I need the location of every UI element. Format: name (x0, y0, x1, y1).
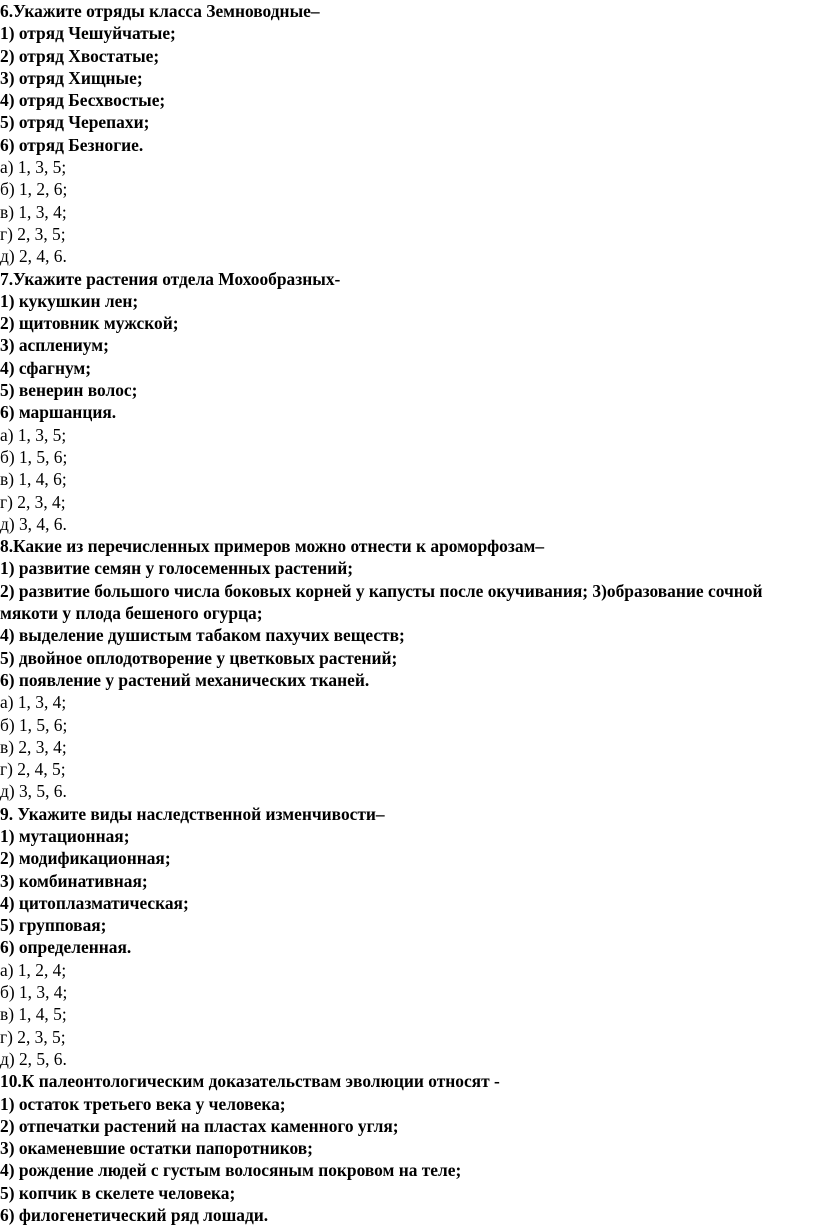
answer-choice: в) 1, 4, 6; (0, 469, 67, 490)
question-option: 2) развитие большого числа боковых корней у капусты после окучивания; 3)образование сочной мякоти у плода бешеного огурца; (0, 580, 763, 624)
question-option: 2) отряд Хвостатые; (0, 45, 160, 66)
answer-choice: а) 1, 2, 4; (0, 959, 67, 980)
question-option: 2) модификационная; (0, 848, 171, 869)
question-option: 4) отряд Бесхвостые; (0, 90, 166, 111)
question-8 (0, 535, 802, 803)
answer-choice: г) 2, 3, 4; (0, 491, 66, 512)
answer-choice: д) 2, 5, 6. (0, 1048, 67, 1069)
question-option: 2) отпечатки растений на пластах каменного угля; (0, 1115, 399, 1136)
question-option: 5) двойное оплодотворение у цветковых растений; (0, 647, 398, 668)
answer-choice: в) 1, 4, 5; (0, 1004, 67, 1025)
question-option: 1) отряд Чешуйчатые; (0, 23, 176, 44)
question-6 (0, 0, 802, 268)
question-title: 9. Укажите виды наследственной изменчивости– (0, 803, 385, 824)
question-option: 6) отряд Безногие. (0, 134, 144, 155)
answer-choice: д) 3, 5, 6. (0, 781, 67, 802)
question-option: 5) отряд Черепахи; (0, 112, 150, 133)
question-option: 4) выделение душистым табаком пахучих веществ; (0, 625, 405, 646)
question-option: 1) мутационная; (0, 825, 130, 846)
answer-choice: а) 1, 3, 5; (0, 157, 67, 178)
question-option: 5) групповая; (0, 915, 107, 936)
question-option: 6) маршанция. (0, 402, 117, 423)
question-option: 1) кукушкин лен; (0, 290, 139, 311)
question-option: 3) комбинативная; (0, 870, 148, 891)
answer-choice: б) 1, 3, 4; (0, 982, 68, 1003)
answer-choice: а) 1, 3, 5; (0, 424, 67, 445)
question-option: 4) рождение людей с густым волосяным покровом на теле; (0, 1160, 462, 1181)
answer-choice: г) 2, 3, 5; (0, 1026, 66, 1047)
answer-choice: б) 1, 5, 6; (0, 714, 68, 735)
question-option: 4) цитоплазматическая; (0, 892, 189, 913)
answer-choice: г) 2, 4, 5; (0, 759, 66, 780)
question-option: 3) асплениум; (0, 335, 109, 356)
question-option: 3) отряд Хищные; (0, 67, 143, 88)
question-title: 8.Какие из перечисленных примеров можно отнести к ароморфозам– (0, 536, 545, 557)
question-option: 6) определенная. (0, 937, 132, 958)
question-7 (0, 268, 802, 536)
question-option: 6) появление у растений механических тканей. (0, 669, 370, 690)
question-option: 2) щитовник мужской; (0, 313, 179, 334)
question-10 (0, 1070, 802, 1226)
question-title: 6.Укажите отряды класса Земноводные– (0, 1, 320, 21)
answer-choice: д) 2, 4, 6. (0, 246, 67, 267)
question-9 (0, 803, 802, 1071)
question-title: 10.К палеонтологическим доказательствам эволюции относят - (0, 1071, 500, 1092)
question-option: 5) копчик в скелете человека; (0, 1182, 236, 1203)
answer-choice: б) 1, 5, 6; (0, 446, 68, 467)
answer-choice: д) 3, 4, 6. (0, 513, 67, 534)
question-option: 6) филогенетический ряд лошади. (0, 1205, 269, 1226)
question-option: 1) остаток третьего века у человека; (0, 1093, 286, 1114)
answer-choice: а) 1, 3, 4; (0, 692, 67, 713)
question-option: 3) окаменевшие остатки папоротников; (0, 1138, 313, 1159)
answer-choice: в) 1, 3, 4; (0, 201, 67, 222)
question-option: 5) венерин волос; (0, 380, 138, 401)
answer-choice: в) 2, 3, 4; (0, 736, 67, 757)
question-option: 4) сфагнум; (0, 357, 92, 378)
answer-choice: б) 1, 2, 6; (0, 179, 68, 200)
answer-choice: г) 2, 3, 5; (0, 223, 66, 244)
question-option: 1) развитие семян у голосеменных растений; (0, 558, 354, 579)
question-title: 7.Укажите растения отдела Мохообразных- (0, 268, 341, 289)
